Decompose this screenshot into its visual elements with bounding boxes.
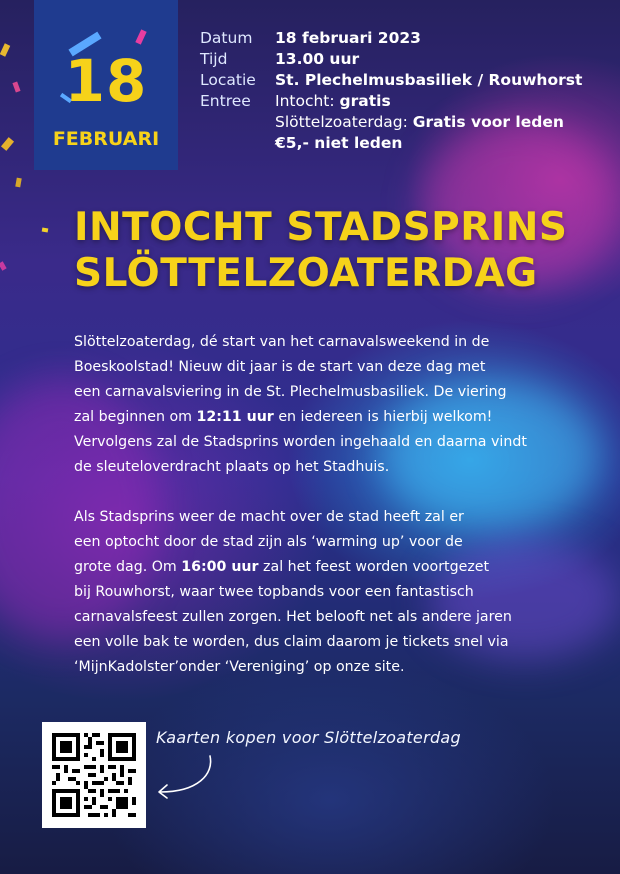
extra-bold: Gratis voor leden — [412, 113, 564, 131]
info-value — [275, 91, 391, 112]
text-line: carnavalsfeest zullen zorgen. Het belooft net als andere jaren — [74, 609, 512, 625]
text-line: Vervolgens zal de Stadsprins worden ingehaald en daarna vindt — [74, 434, 527, 450]
info-value — [275, 112, 564, 133]
paragraph-2 — [74, 505, 554, 680]
time-highlight: 16:00 uur — [181, 559, 259, 575]
info-value: 13.00 uur — [275, 50, 360, 68]
info-row-time — [200, 49, 582, 70]
info-label: Tijd — [200, 50, 228, 68]
info-label: Datum — [200, 29, 253, 47]
info-row-extra-2 — [200, 133, 582, 154]
info-label: Entree — [200, 92, 251, 110]
info-label: Locatie — [200, 71, 256, 89]
text-line: ‘MijnKadolster’onder ‘Vereniging’ op onze site. — [74, 659, 405, 675]
info-row-extra — [200, 112, 582, 133]
text-line: bij Rouwhorst, waar twee topbands voor een fantastisch — [74, 584, 474, 600]
date-day: 18 — [64, 47, 148, 115]
extra-prefix: Slöttelzoaterdag: — [275, 113, 413, 131]
title-line-1: INTOCHT STADSPRINS — [74, 205, 568, 250]
entree-bold: gratis — [339, 92, 391, 110]
text-line: zal het feest worden voortgezet — [258, 559, 490, 575]
text-line: grote dag. Om — [74, 559, 182, 575]
text-line: een carnavalsviering in de St. Plechelmusbasiliek. De viering — [74, 384, 507, 400]
date-box — [34, 0, 178, 170]
paragraph-1 — [74, 330, 554, 480]
confetti-icon — [12, 81, 20, 92]
qr-caption: Kaarten kopen voor Slöttelzoaterdag — [156, 728, 461, 747]
qr-code-icon[interactable] — [42, 722, 146, 828]
text-line: Slöttelzoaterdag, dé start van het carnavalsweekend in de — [74, 334, 490, 350]
curved-arrow-icon — [150, 752, 220, 802]
info-row-date — [200, 28, 582, 49]
confetti-icon — [1, 137, 14, 151]
text-line: zal beginnen om — [74, 409, 197, 425]
confetti-icon — [15, 178, 21, 188]
text-line: en iedereen is hierbij welkom! — [273, 409, 493, 425]
confetti-icon — [42, 228, 49, 233]
info-value: 18 februari 2023 — [275, 29, 421, 47]
text-line: Boeskoolstad! Nieuw dit jaar is de start van deze dag met — [74, 359, 486, 375]
page-title — [74, 205, 568, 297]
info-value: St. Plechelmusbasiliek / Rouwhorst — [275, 71, 583, 89]
event-info — [200, 28, 582, 154]
text-line: de sleuteloverdracht plaats op het Stadhuis. — [74, 459, 390, 475]
text-line: een optocht door de stad zijn als ‘warming up’ voor de — [74, 534, 463, 550]
title-line-2: SLÖTTELZOATERDAG — [74, 251, 538, 296]
confetti-icon — [0, 261, 7, 270]
info-row-entree — [200, 91, 582, 112]
time-highlight: 12:11 uur — [196, 409, 274, 425]
info-row-location — [200, 70, 582, 91]
text-line: een volle bak te worden, dus claim daarom je tickets snel via — [74, 634, 509, 650]
body-text — [74, 330, 554, 705]
confetti-icon — [0, 43, 10, 56]
info-value: €5,- niet leden — [275, 134, 403, 152]
date-month: FEBRUARI — [52, 128, 160, 150]
entree-prefix: Intocht: — [275, 92, 340, 110]
text-line: Als Stadsprins weer de macht over de stad heeft zal er — [74, 509, 464, 525]
info-label-spacer — [200, 133, 275, 154]
info-label-spacer — [200, 112, 275, 133]
confetti-icon — [135, 29, 146, 44]
qr-code-graphic — [52, 732, 136, 818]
